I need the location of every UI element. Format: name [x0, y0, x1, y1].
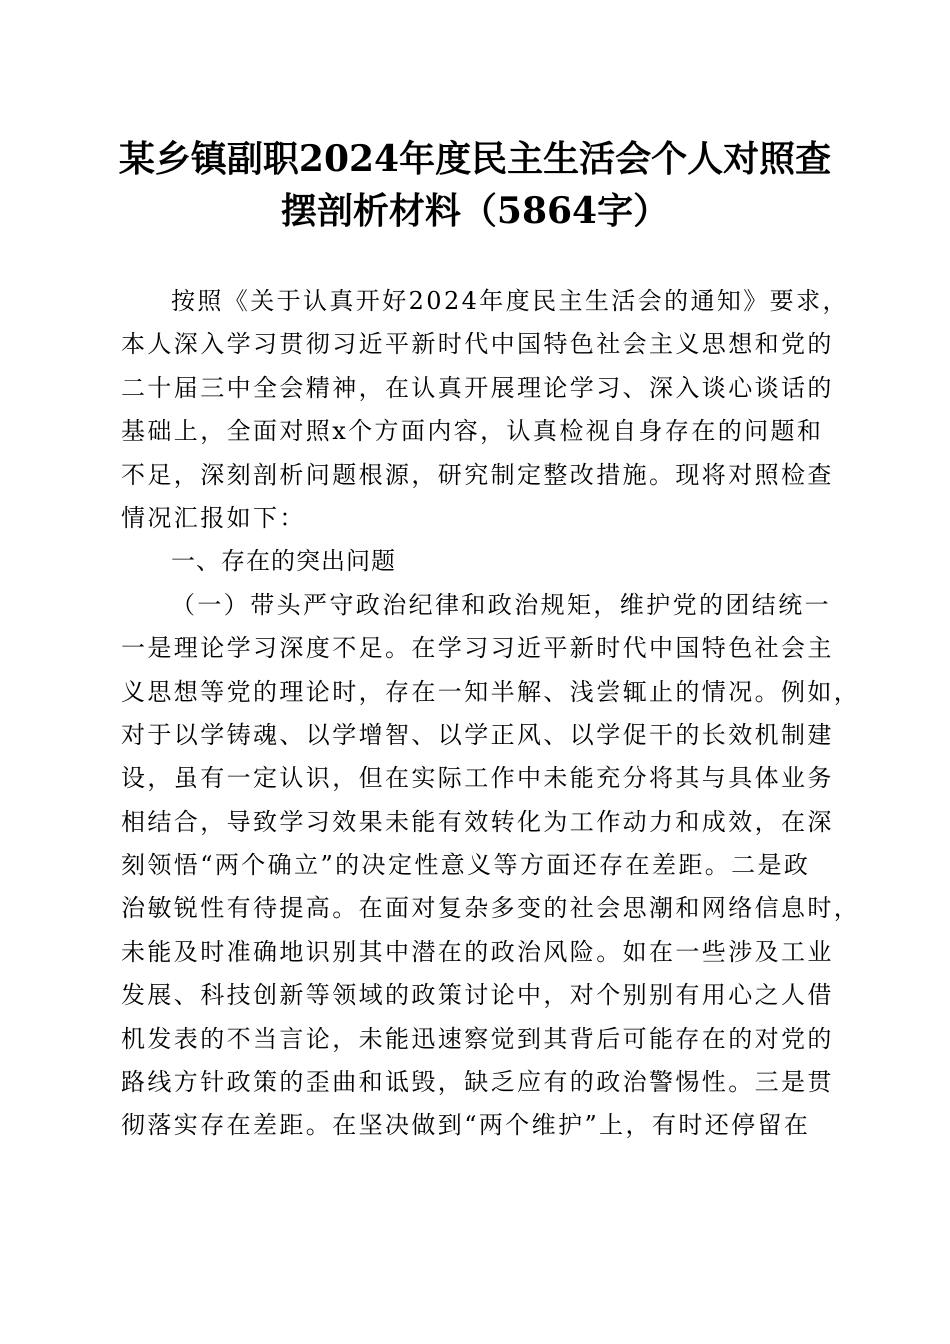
paragraph-line: 不足，深刻剖析问题根源，研究制定整改措施。现将对照检查 [121, 460, 834, 489]
document-body [121, 280, 861, 1148]
paragraph-line: 刻领悟“两个确立”的决定性意义等方面还存在差距。二是政 [121, 851, 811, 880]
paragraph-line: 相结合，导致学习效果未能有效转化为工作动力和成效，在深 [121, 807, 834, 836]
paragraph-line: 彻落实存在差距。在坚决做到“两个维护”上，有时还停留在 [121, 1111, 811, 1140]
document-title [100, 133, 850, 237]
intro-paragraph [121, 280, 849, 540]
paragraph-line: 路线方针政策的歪曲和诋毁，缺乏应有的政治警惕性。三是贯 [121, 1068, 834, 1097]
paragraph-line: 二十届三中全会精神，在认真开展理论学习、深入谈心谈话的 [121, 373, 834, 402]
paragraph-line: 发展、科技创新等领域的政策讨论中，对个别别有用心之人借 [121, 981, 834, 1010]
paragraph-line: 义思想等党的理论时，存在一知半解、浅尝辄止的情况。例如， [121, 677, 861, 706]
paragraph-line: 本人深入学习贯彻习近平新时代中国特色社会主义思想和党的 [121, 330, 834, 359]
subsection-heading: （一）带头严守政治纪律和政治规矩，维护党的团结统一 [171, 590, 831, 619]
paragraph-line: 一是理论学习深度不足。在学习习近平新时代中国特色社会主 [121, 634, 834, 663]
title-line-2: 摆剖析材料（5864字） [280, 190, 670, 232]
paragraph-line: 治敏锐性有待提高。在面对复杂多变的社会思潮和网络信息时， [121, 894, 861, 923]
problems-paragraph [121, 627, 861, 1148]
paragraph-line: 对于以学铸魂、以学增智、以学正风、以学促干的长效机制建 [121, 720, 834, 749]
section-heading: 一、存在的突出问题 [171, 547, 396, 576]
paragraph-line: 基础上，全面对照x个方面内容，认真检视自身存在的问题和 [121, 417, 824, 446]
paragraph-line: 机发表的不当言论，未能迅速察觉到其背后可能存在的对党的 [121, 1024, 834, 1053]
paragraph-line: 情况汇报如下： [121, 503, 306, 532]
paragraph-line: 未能及时准确地识别其中潜在的政治风险。如在一些涉及工业 [121, 937, 834, 966]
paragraph-line: 按照《关于认真开好2024年度民主生活会的通知》要求， [171, 287, 849, 315]
title-line-1: 某乡镇副职2024年度民主生活会个人对照查 [118, 138, 832, 180]
paragraph-line: 设，虽有一定认识，但在实际工作中未能充分将其与具体业务 [121, 764, 834, 793]
